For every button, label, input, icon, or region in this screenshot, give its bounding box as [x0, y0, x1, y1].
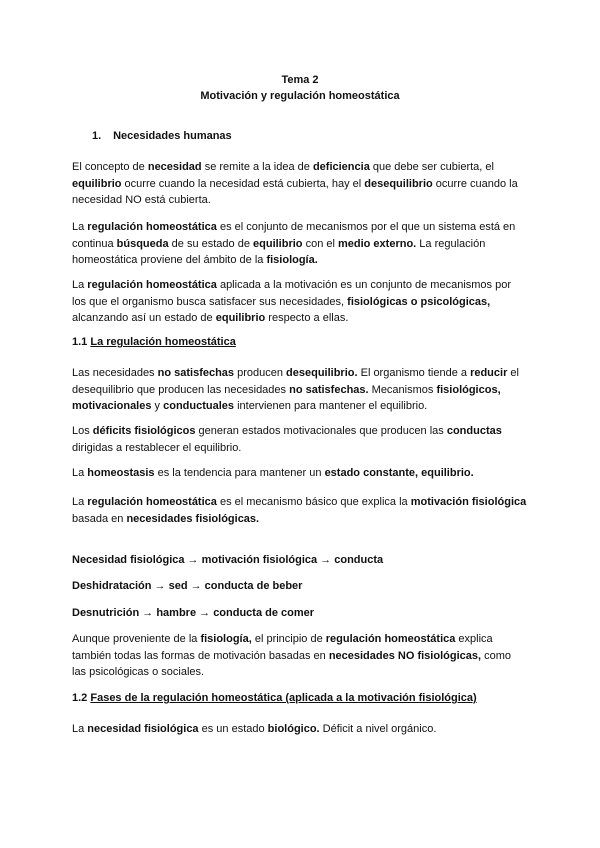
bold-text-run: no satisfechas: [157, 367, 235, 379]
bold-text-run: equilibrio: [72, 177, 122, 190]
bold-text-run: necesidades fisiológicas.: [126, 512, 260, 525]
bold-text-run: búsqueda: [116, 237, 169, 250]
text-run: se remite a la idea de: [201, 161, 313, 173]
bold-text-run: desequilibrio: [364, 177, 433, 190]
text-run: Aunque proveniente de la: [72, 633, 201, 645]
text-run: generan estados motivacionales que producen las: [195, 425, 447, 437]
bold-text-run: fisiología.: [266, 254, 318, 266]
text-run: Déficit a nivel orgánico.: [319, 723, 437, 735]
bold-text-run: motivación fisiológica: [410, 496, 527, 508]
bold-text-run: no satisfechas.: [289, 383, 369, 396]
text-run: de su estado de: [168, 237, 254, 250]
bold-text-run: fisiología,: [200, 633, 252, 645]
bold-text-run: homeostasis: [87, 467, 155, 479]
text-run: explica también todas las formas de motivación basadas en: [72, 633, 493, 662]
bold-text-run: regulación homeostática: [325, 633, 456, 645]
text-run: Mecanismos: [368, 383, 437, 396]
bold-text-run: regulación homeostática: [87, 221, 217, 233]
bold-text-run: fisiológicas o psicológicas,: [347, 295, 491, 308]
text-run: con el: [302, 237, 338, 250]
text-run: La: [72, 723, 88, 735]
bold-text-run: conductuales: [163, 400, 235, 412]
text-run: Los: [72, 425, 93, 437]
paragraph-no-fisiologicas: [72, 631, 528, 681]
section-1-1-title: La regulación homeostática: [90, 336, 236, 348]
chain-desnutricion: Desnutrición → hambre → conducta de comer: [72, 607, 315, 619]
text-run: El organismo tiende a: [357, 367, 471, 379]
text-run: La: [72, 279, 88, 291]
text-run: Las necesidades: [72, 367, 158, 379]
text-run: que debe ser cubierta, el: [369, 161, 494, 173]
section-1-2-number: 1.2: [72, 692, 88, 704]
paragraph-necesidad: [72, 159, 528, 209]
text-run: es un estado: [198, 723, 268, 735]
bold-text-run: necesidad fisiológica: [87, 723, 199, 735]
text-run: La: [72, 496, 88, 508]
bold-text-run: necesidad: [147, 161, 202, 173]
bold-text-run: equilibrio: [253, 237, 303, 250]
paragraph-homeostasis: [72, 465, 528, 482]
bold-text-run: regulación homeostática: [87, 279, 217, 291]
section-1-1-heading: [72, 334, 528, 351]
text-run: como las psicológicas o sociales.: [72, 649, 512, 678]
paragraph-no-satisfechas: [72, 365, 528, 415]
text-run: es la tendencia para mantener un: [154, 467, 325, 479]
text-run: producen: [234, 367, 287, 379]
text-run: el principio de: [251, 633, 326, 645]
paragraph-deficits: [72, 423, 528, 456]
bold-text-run: desequilibrio.: [286, 367, 358, 379]
section-1-2-heading: [72, 690, 528, 707]
paragraph-regulacion-def: [72, 219, 528, 269]
bold-text-run: reducir: [470, 367, 508, 379]
paragraph-necesidad-fisiologica: [72, 721, 528, 738]
paragraph-regulacion-motivacion: [72, 277, 528, 327]
text-run: alcanzando así un estado de: [72, 312, 216, 324]
bold-text-run: conductas: [446, 425, 502, 437]
section-1-number: 1.: [92, 130, 102, 142]
text-run: ocurre cuando la necesidad NO está cubierta.: [72, 177, 518, 206]
bold-text-run: equilibrio: [215, 312, 266, 324]
text-run: el desequilibrio que producen las necesidades: [72, 367, 519, 396]
text-run: dirigidas a restablecer el equilibrio.: [72, 441, 242, 454]
bold-text-run: biológico.: [267, 723, 320, 735]
bold-text-run: déficits fisiológicos: [92, 425, 196, 437]
paragraph-mecanismo-basico: [72, 494, 528, 527]
chain-necesidad: Necesidad fisiológica → motivación fisiológica → conducta: [72, 554, 384, 566]
section-1-1-number: 1.1: [72, 336, 88, 348]
text-run: La: [72, 221, 88, 233]
bold-text-run: fisiológicos, motivacionales: [72, 383, 501, 412]
bold-text-run: estado constante, equilibrio.: [324, 467, 474, 479]
text-run: es el conjunto de mecanismos por el que un sistema está en continua: [72, 221, 516, 250]
bold-text-run: deficiencia: [312, 161, 370, 173]
text-run: intervienen para mantener el equilibrio.: [234, 400, 428, 412]
section-1-title: Necesidades humanas: [113, 130, 232, 142]
text-run: El concepto de: [72, 161, 148, 173]
topic-number: Tema 2: [281, 74, 319, 86]
bold-text-run: necesidades NO fisiológicas,: [328, 649, 482, 662]
text-run: La regulación homeostática proviene del ámbito de la: [72, 237, 486, 266]
section-1-2-title: Fases de la regulación homeostática (aplicada a la motivación fisiológica): [90, 692, 477, 704]
chain-deshidratacion: Deshidratación → sed → conducta de beber: [72, 580, 303, 592]
text-run: ocurre cuando la necesidad está cubierta, hay el: [121, 177, 365, 190]
document-title: Motivación y regulación homeostática: [200, 90, 400, 102]
text-run: respecto a ellas.: [265, 312, 349, 324]
bold-text-run: regulación homeostática: [87, 496, 217, 508]
text-run: y: [151, 400, 164, 412]
text-run: basada en: [72, 512, 127, 525]
section-1-heading: [92, 128, 528, 145]
text-run: La: [72, 467, 88, 479]
bold-text-run: medio externo.: [337, 237, 417, 250]
text-run: aplicada a la motivación es un conjunto de mecanismos por los que el organismo busca satisfacer sus necesidades,: [72, 279, 512, 308]
text-run: es el mecanismo básico que explica la: [216, 496, 411, 508]
